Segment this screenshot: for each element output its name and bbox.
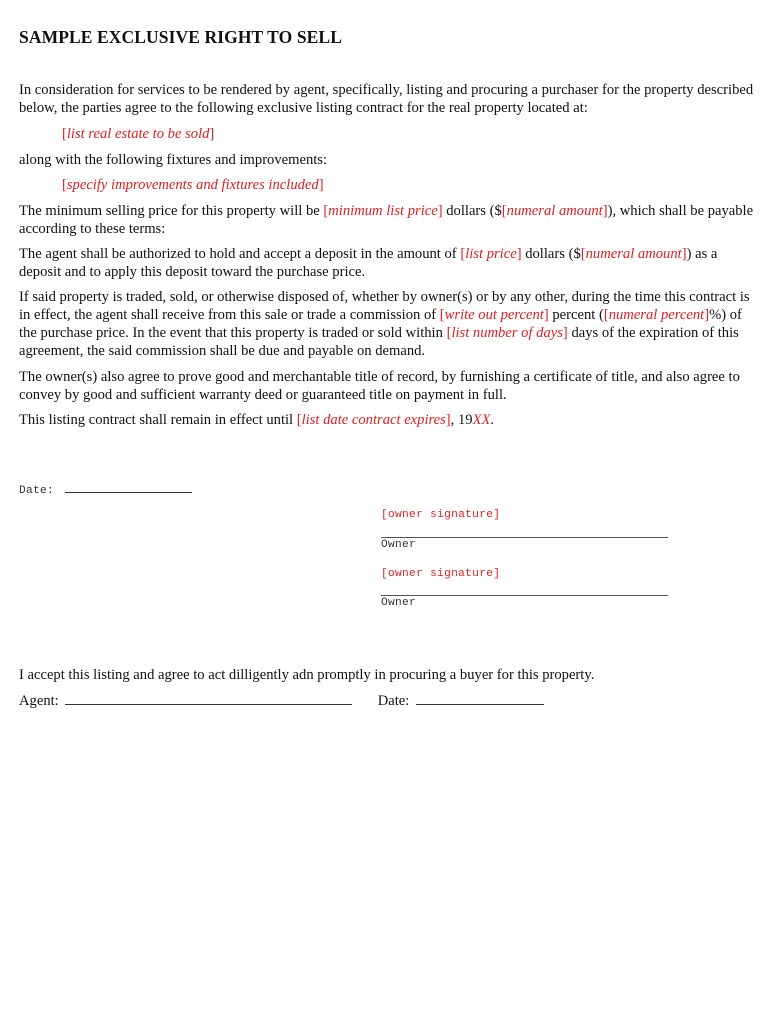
commission-paragraph: If said property is traded, sold, or otherwise disposed of, whether by owner(s) or by any other, during the time this contract is in effect, the agent shall receive from this sale or trade a commission of [write out percent] percent ([numeral percent]%) of the purchase price. In the event that this property is traded or sold within [list number of days] days of the expiration of this agreement, the said commission shall be due and payable on demand. (19, 289, 750, 359)
numeral-amount-placeholder[interactable]: numeral amount (506, 203, 603, 219)
date-blank[interactable] (65, 480, 192, 493)
owner-signature-line-2[interactable] (381, 595, 668, 596)
owner-signature-placeholder-1[interactable]: [owner signature] (381, 509, 501, 521)
year-placeholder[interactable]: XX (472, 412, 491, 428)
commission-text-4: days of the expiration of this agreement, the said commission shall be due and payable on demand. (19, 325, 739, 359)
owner-label-2: Owner (381, 597, 417, 609)
numeral-percent-placeholder[interactable]: numeral percent (608, 307, 705, 323)
real-estate-placeholder-line: [list real estate to be sold] (62, 126, 215, 142)
owner-label-1: Owner (381, 539, 417, 551)
acceptance-statement: I accept this listing and agree to act dilligently adn promptly in procuring a buyer for this property. (19, 667, 595, 683)
fixtures-text: along with the following fixtures and improvements: (19, 152, 328, 168)
effect-paragraph: This listing contract shall remain in effect until [list date contract expires], 19XX. (19, 412, 495, 428)
intro-paragraph (19, 81, 754, 117)
deposit-paragraph: The agent shall be authorized to hold and accept a deposit in the amount of [list price] dollars ($[numeral amount]) as a deposit and to apply this deposit toward the purchase price. (19, 246, 718, 280)
effect-text-3: . (490, 412, 495, 428)
agent-signature-blank[interactable] (65, 692, 352, 705)
agent-date-label: Date: (377, 693, 410, 709)
price-paragraph: The minimum selling price for this property will be [minimum list price] dollars ($[numeral amount]), which shall be payable according to these terms: (19, 203, 754, 237)
commission-text-1: If said property is traded, sold, or otherwise disposed of, whether by owner(s) or by any other, during the time this contract is in effect, the agent shall receive from this sale or trade a commission of (19, 289, 750, 323)
price-text-3: ), which shall be payable according to these terms: (19, 203, 754, 237)
commission-text-2: percent ( (548, 307, 604, 323)
write-percent-placeholder[interactable]: write out percent (444, 307, 544, 323)
deposit-text-2: dollars ($ (521, 246, 581, 262)
effect-text-2: , 19 (450, 412, 473, 428)
real-estate-placeholder[interactable]: list real estate to be sold (66, 126, 210, 142)
title-text: The owner(s) also agree to prove good and merchantable title of record, by furnishing a certificate of title, and also agree to convey by good and sufficient warranty deed or guaranteed title on payment in full. (19, 369, 740, 403)
commission-text-3: %) of the purchase price. In the event that this property is traded or sold within (19, 307, 742, 341)
agent-date-blank[interactable] (416, 692, 544, 705)
list-price-placeholder[interactable]: list price (465, 246, 517, 262)
effect-text-1: This listing contract shall remain in effect until (19, 412, 297, 428)
deposit-text-3: ) as a deposit and to apply this deposit toward the purchase price. (19, 246, 718, 280)
owner-signature-line-1[interactable] (381, 537, 668, 538)
agent-label: Agent: (19, 693, 59, 709)
min-price-placeholder[interactable]: minimum list price (328, 203, 438, 219)
intro-text: In consideration for services to be rendered by agent, specifically, listing and procuring a purchaser for the property described below, the parties agree to the following exclusive listing contract for the real property located at: (19, 82, 754, 116)
agent-row (19, 692, 544, 710)
fixtures-paragraph (19, 151, 754, 169)
title-paragraph (19, 368, 754, 404)
deposit-text-1: The agent shall be authorized to hold and accept a deposit in the amount of (19, 246, 461, 262)
document-title: SAMPLE EXCLUSIVE RIGHT TO SELL (19, 27, 342, 47)
days-placeholder[interactable]: list number of days (451, 325, 563, 341)
price-text-2: dollars ($ (442, 203, 502, 219)
improvements-placeholder[interactable]: specify improvements and fixtures included (66, 177, 319, 193)
date-row (19, 480, 192, 497)
date-label: Date: (19, 485, 55, 497)
improvements-placeholder-line: [specify improvements and fixtures included] (62, 177, 324, 193)
numeral-amount-placeholder-2[interactable]: numeral amount (585, 246, 682, 262)
owner-signature-placeholder-2[interactable]: [owner signature] (381, 568, 501, 580)
price-text-1: The minimum selling price for this property will be (19, 203, 324, 219)
expires-placeholder[interactable]: list date contract expires (301, 412, 446, 428)
